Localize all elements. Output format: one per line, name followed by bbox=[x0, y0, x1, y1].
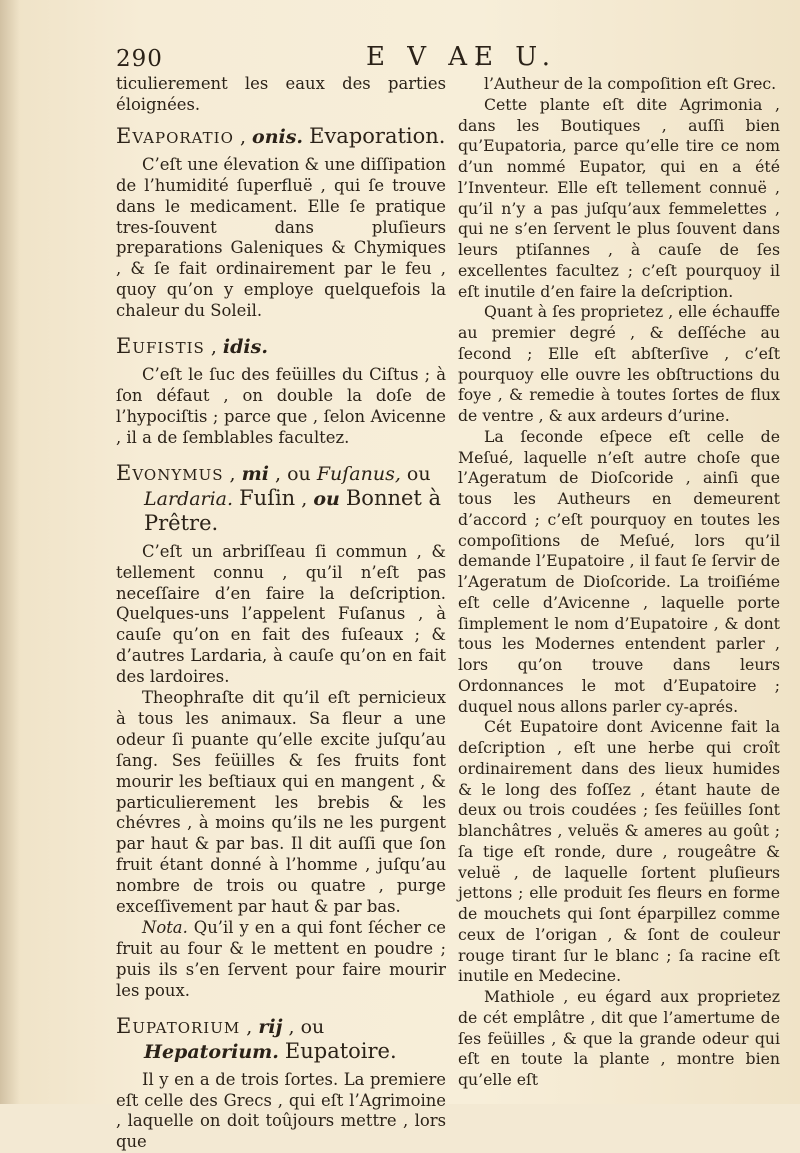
entry-or: ou bbox=[313, 487, 340, 510]
right-column bbox=[458, 74, 780, 1091]
running-head bbox=[0, 40, 800, 74]
right-paragraph-4: La ſeconde eſpece eſt celle de Meſué, laquelle n’eſt autre choſe que l’Ageratum de Dioſcoride , ainſi que tous les Autheurs en demeurent d’accord ; c’eſt pourquoy en toutes les compoſitions de Meſué, lors qu’il demande l’Eupatoire , il faut ſe ſervir de l’Ageratum de Dioſcoride. La troiſiéme eſt celle d’Avicenne , laquelle porte ſimplement le nom d’Eupatoire , & dont tous les Modernes entendent parler , lors qu’on trouve dans leurs Ordonnances le mot d’Eupatoire ; duquel nous allons parler cy-aprés. bbox=[458, 426, 780, 716]
entry-or: ou bbox=[300, 1015, 325, 1038]
entry-term: Eufistis bbox=[116, 334, 205, 359]
entry-alt-name: Hepatorium. bbox=[144, 1040, 279, 1063]
entry-translation: Bonnet à Prêtre. bbox=[144, 485, 442, 535]
nota-text: Qu’il y en a qui font ſécher ce fruit au four & le mettent en poudre ; puis ils s’en ſervent pour faire mourir les poux. bbox=[116, 918, 446, 1000]
right-paragraph-2: Cette plante eſt dite Agrimonia , dans les Boutiques , auſſi bien qu’Eupatoria, parce qu’elle tire ce nom d’un nommé Eupator, qui en a été l’Inventeur. Elle eſt tellement connuë , qu’il n’y a pas juſqu’aux femmelettes , qui ne s’en ſervent le plus ſouvent dans leurs ptiſannes , à cauſe de ſes excellentes facultez ; c’eſt pourquoy il eſt inutile d’en faire la deſcription. bbox=[458, 94, 780, 301]
right-paragraph-5: Cét Eupatoire dont Avicenne fait la deſcription , eſt une herbe qui croît ordinairement dans des lieux humides & le long des foſſez , étant haute de deux ou trois coudées ; ſes feüilles ſont blanchâtres , veluës & ameres au goût ; ſa tige eſt ronde, dure , rougeâtre & veluë , de laquelle ſortent pluſieurs jettons ; elle produit ſes fleurs en forme de mouchets qui ſont éparpillez comme ceux de l’origan , & ſont de couleur rouge tirant ſur le blanc ; ſa racine eſt inutile en Medecine. bbox=[458, 717, 780, 986]
entry-or: ou bbox=[287, 462, 311, 485]
entry-body-evaporatio: C’eſt une élevation & une diſſipation de l’humidité ſuperfluë , qui ſe trouve dans le medicament. Elle ſe pratique tres-ſouvent dans pluſieurs preparations Galeniques & Chymiques , & ſe fait ordinairement par le feu , quoy qu’on y employe quelquefois la chaleur du Soleil. bbox=[116, 154, 446, 321]
right-paragraph-3: Quant à ſes proprietez , elle échauffe au premier degré , & deſſéche au ſecond ; Elle eſt abſterſive , c’eſt pourquoy elle ouvre les obſtructions du foye , & remedie à toutes ſortes de flux de ventre , & aux ardeurs d’urine. bbox=[458, 302, 780, 425]
entry-body-evonymus-1: C’eſt un arbriſſeau ſi commun , & tellement connu , qu’il n’eſt pas neceſſaire d’en faire la deſcription. Quelques-uns l’appelent Fuſanus , à cauſe qu’on en fait des fuſeaux ; & d’autres Lardaria, à cauſe qu’on en fait des lardoires. bbox=[116, 541, 446, 687]
entry-term: Eupatorium bbox=[116, 1013, 241, 1038]
entry-heading-evonymus: Evonymus , mi , ou Fuſanus, ou Lardaria. Fuſin , ou Bonnet à Prêtre. bbox=[116, 460, 442, 535]
entry-genitive: idis. bbox=[222, 336, 268, 359]
running-head-right: E U. bbox=[474, 42, 558, 72]
entry-body-eupatorium: Il y en a de trois ſortes. La premiere eſt celle des Grecs , qui eſt l’Agrimoine , laquelle on doit toûjours mettre , lors que bbox=[116, 1069, 446, 1152]
entry-genitive: rij bbox=[258, 1015, 283, 1038]
entry-nota bbox=[116, 918, 446, 1002]
entry-body-evonymus-2: Theophraſte dit qu’il eſt pernicieux à tous les animaux. Sa fleur a une odeur ſi puante qu’elle excite juſqu’au ſang. Ses feüilles & ſes fruits font mourir les beſtiaux qui en mangent , & particulierement les brebis & les chévres , à moins qu’ils ne les purgent par haut & par bas. Il dit auſſi que ſon fruit étant donné à l’homme , juſqu’au nombre de trois ou quatre , purge exceſſivement par haut & par bas. bbox=[116, 688, 446, 917]
nota-label: Nota. bbox=[142, 918, 188, 937]
entry-or: ou bbox=[406, 462, 431, 485]
entry-alt-name: Lardaria. bbox=[144, 487, 234, 510]
entry-term: Evaporatio bbox=[116, 123, 234, 148]
entry-genitive: onis. bbox=[252, 125, 304, 148]
entry-translation: Eupatoire. bbox=[284, 1038, 397, 1063]
entry-genitive: mi bbox=[241, 462, 269, 485]
entry-heading-evaporatio: Evaporatio , onis. Evaporation. bbox=[116, 123, 446, 148]
left-column bbox=[116, 74, 446, 1153]
right-paragraph-1: l’Autheur de la compoſition eſt Grec. bbox=[484, 74, 777, 93]
continuation-line: ticulierement les eaux des parties éloignées. bbox=[116, 74, 446, 114]
entry-heading-eupatorium: Eupatorium , rij , ou Hepatorium. Eupatoire. bbox=[116, 1013, 397, 1063]
entry-translation: Evaporation. bbox=[309, 123, 446, 148]
entry-translation: Fuſin bbox=[239, 485, 296, 510]
running-head-left: E V A. bbox=[366, 42, 490, 72]
gutter-shadow bbox=[0, 0, 20, 1104]
entry-heading-eufistis: Eufistis , idis. bbox=[116, 334, 268, 359]
page-number: 290 bbox=[116, 46, 163, 72]
entry-alt-name: Fuſanus, bbox=[316, 462, 401, 485]
right-paragraph-6: Mathiole , eu égard aux proprietez de cét emplâtre , dit que l’amertume de ſes feüilles , & que la grande odeur qui eſt en toute la plante , montre bien qu’elle eſt bbox=[458, 987, 780, 1089]
entry-term: Evonymus bbox=[116, 460, 224, 485]
entry-body-eufistis: C’eſt le ſuc des feüilles du Ciſtus ; à ſon défaut , on double la doſe de l’hypociſtis ; parce que , ſelon Avicenne , il a de ſemblables facultez. bbox=[116, 365, 446, 447]
